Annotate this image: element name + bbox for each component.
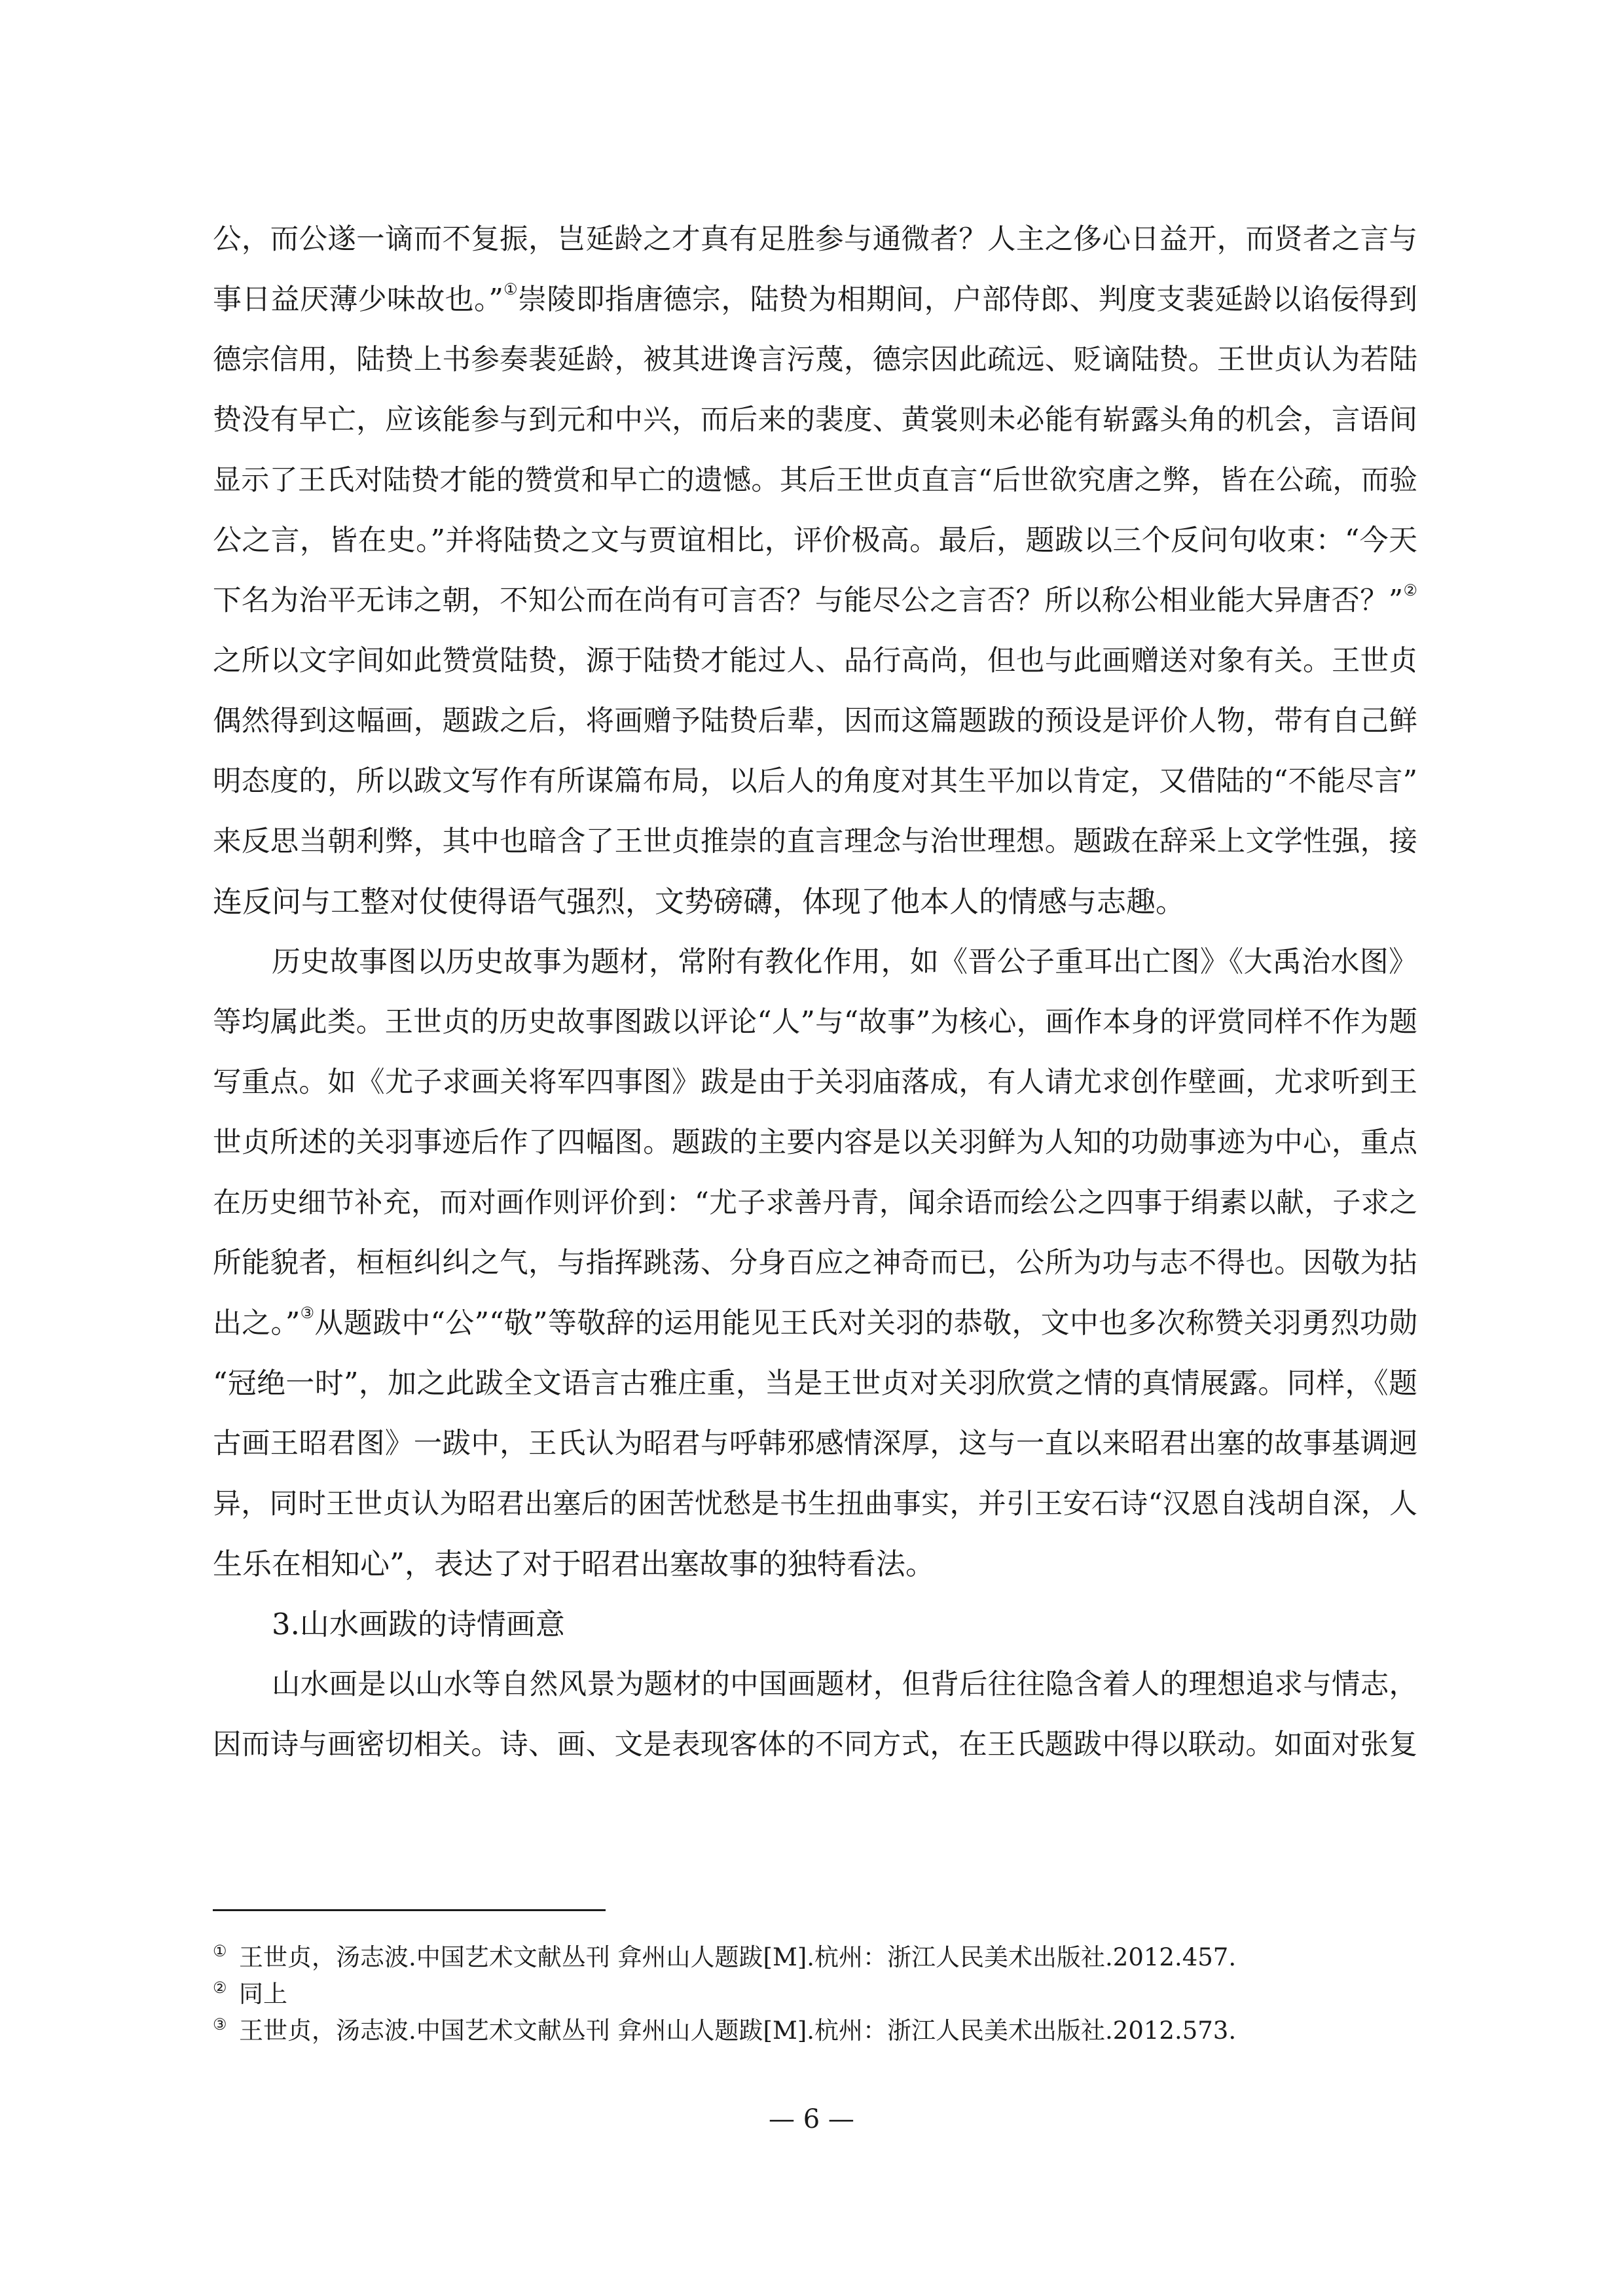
line-text: 在历史细节补充，而对画作则评价到：“尤子求善丹青，闻余语而绘公之四事于绢素以献，子求之 (213, 1187, 1417, 1219)
text-line (213, 880, 1417, 924)
line-text: 古画王昭君图》一跋中，王氏认为昭君与呼韩邪感情深厚，这与一直以来昭君出塞的故事基调迥 (213, 1427, 1417, 1460)
footnote-mark: ① (213, 1942, 227, 1960)
text-line (213, 819, 1417, 864)
line-text: 连反问与工整对仗使得语气强烈，文势磅礴，体现了他本人的情感与志趣。 (213, 884, 1186, 919)
footnote (213, 1933, 1431, 1969)
footnote-ref[interactable]: ② (1403, 581, 1417, 600)
text-line (213, 940, 1417, 984)
line-text: 显示了王氏对陆贽才能的赞赏和早亡的遗憾。其后王世贞直言“后世欲究唐之弊，皆在公疏，而验 (213, 464, 1417, 497)
text-line (213, 1121, 1417, 1165)
text-line (213, 1723, 1417, 1767)
text-line (213, 579, 1417, 623)
text-line (213, 518, 1417, 563)
text-line (213, 1301, 1417, 1346)
text-line (213, 1241, 1417, 1285)
text-line (213, 1060, 1417, 1105)
line-text: 崇陵即指唐德宗，陆贽为相期间，户部侍郎、判度支裴延龄以谄佞得到 (518, 283, 1418, 316)
text-line (213, 639, 1417, 683)
footnote-mark: ③ (213, 2015, 227, 2034)
line-text: 世贞所述的关羽事迹后作了四幅图。题跋的主要内容是以关羽鲜为人知的功勋事迹为中心，重点 (213, 1126, 1417, 1159)
line-text: 生乐在相知心”，表达了对于昭君出塞故事的独特看法。 (213, 1547, 936, 1581)
line-text: 德宗信用，陆贽上书参奏裴延龄，被其进谗言污蔑，德宗因此疏远、贬谪陆贽。王世贞认为若陆 (213, 344, 1417, 376)
footnote-text: 王世贞，汤志波.中国艺术文献丛刊 弇州山人题跋[M].杭州：浙江人民美术出版社.2012.457. (239, 1943, 1237, 1971)
line-text: 出之。” (213, 1306, 301, 1340)
line-text: 偶然得到这幅画，题跋之后，将画赠予陆贽后辈，因而这篇题跋的预设是评价人物，带有自己鲜 (213, 705, 1417, 738)
line-text: 事日益厌薄少味故也。” (213, 283, 503, 316)
footnote-mark: ② (213, 1979, 227, 1997)
line-text: 之所以文字间如此赞赏陆贽，源于陆贽才能过人、品行高尚，但也与此画赠送对象有关。王世贞 (213, 645, 1417, 677)
line-text: 公之言，皆在史。”并将陆贽之文与贾谊相比，评价极高。最后，题跋以三个反问句收束：“今天 (213, 524, 1417, 557)
footnote-separator (213, 1909, 606, 1911)
line-text: 异，同时王世贞认为昭君出塞后的困苦忧愁是书生扭曲事实，并引王安石诗“汉恩自浅胡自深，人 (213, 1488, 1417, 1520)
text-line (213, 1482, 1417, 1526)
line-text: 3.山水画跋的诗情画意 (272, 1607, 565, 1641)
text-line (213, 1542, 1417, 1587)
footnote (213, 1969, 1431, 2006)
line-text: “冠绝一时”，加之此跋全文语言古雅庄重，当是王世贞对关羽欣赏之情的真情展露。同样，《题 (213, 1367, 1417, 1400)
line-text: 明态度的，所以跋文写作有所谋篇布局，以后人的角度对其生平加以肯定，又借陆的“不能尽言” (213, 765, 1417, 798)
page-number: — 6 — (769, 2104, 854, 2134)
text-line (213, 1181, 1417, 1225)
footnotes (213, 1933, 1431, 2043)
text-line (213, 217, 1417, 262)
text-line (213, 699, 1417, 744)
section-heading (213, 1602, 1417, 1647)
text-line (213, 1361, 1417, 1406)
line-text: 等均属此类。王世贞的历史故事图跋以评论“人”与“故事”为核心，画作本身的评赏同样不作为题 (213, 1006, 1417, 1039)
text-line (213, 1000, 1417, 1045)
line-text: 从题跋中“公”“敬”等敬辞的运用能见王氏对关羽的恭敬，文中也多次称赞关羽勇烈功勋 (314, 1306, 1417, 1340)
footnote-text: 王世贞，汤志波.中国艺术文献丛刊 弇州山人题跋[M].杭州：浙江人民美术出版社.2012.573. (239, 2017, 1237, 2045)
text-line (213, 1662, 1417, 1707)
text-line (213, 759, 1417, 804)
text-line (213, 278, 1417, 322)
line-text: 来反思当朝利弊，其中也暗含了王世贞推崇的直言理念与治世理想。题跋在辞采上文学性强，接 (213, 825, 1417, 858)
line-text: 因而诗与画密切相关。诗、画、文是表现客体的不同方式，在王氏题跋中得以联动。如面对张复 (213, 1729, 1417, 1761)
line-text: 下名为治平无讳之朝，不知公而在尚有可言否？与能尽公之言否？所以称公相业能大异唐否？” (213, 584, 1404, 617)
text-line (213, 458, 1417, 503)
line-text: 所能貌者，桓桓纠纠之气，与指挥跳荡、分身百应之神奇而已，公所为功与志不得也。因敬为拈 (213, 1247, 1417, 1280)
text-line (213, 338, 1417, 382)
body-text (213, 217, 1417, 1783)
text-line (213, 1422, 1417, 1466)
footnote-ref[interactable]: ③ (300, 1304, 315, 1322)
text-line (213, 398, 1417, 442)
line-text: 贽没有早亡，应该能参与到元和中兴，而后来的裴度、黄裳则未必能有崭露头角的机会，言语间 (213, 404, 1417, 437)
footnote (213, 2006, 1431, 2043)
footnote-text: 同上 (239, 1980, 287, 2008)
footnote-ref[interactable]: ① (503, 280, 519, 298)
line-text: 写重点。如《尤子求画关将军四事图》跋是由于关羽庙落成，有人请尤求创作壁画，尤求听到王 (213, 1066, 1417, 1099)
line-text: 历史故事图以历史故事为题材，常附有教化作用，如《晋公子重耳出亡图》《大禹治水图》 (272, 945, 1417, 978)
line-text: 公，而公遂一谪而不复振，岂延龄之才真有足胜参与通微者？人主之侈心日益开，而贤者之言与 (213, 223, 1417, 256)
line-text: 山水画是以山水等自然风景为题材的中国画题材，但背后往往隐含着人的理想追求与情志， (272, 1668, 1417, 1701)
